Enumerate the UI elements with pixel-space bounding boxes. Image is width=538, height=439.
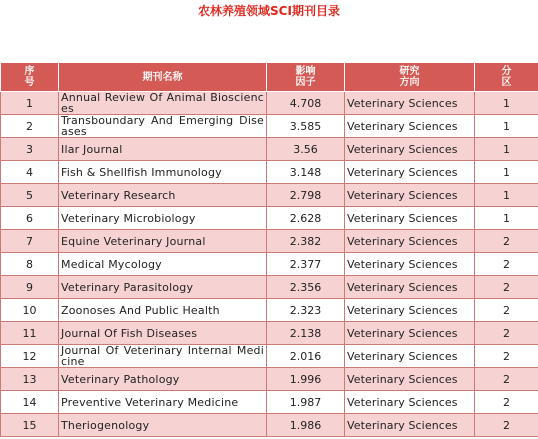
journal-table <box>0 62 538 437</box>
cell-research-direction-text: Veterinary Sciences <box>347 211 458 225</box>
cell-impact-factor: 2.356 <box>267 276 345 299</box>
cell-impact-factor: 2.138 <box>267 322 345 345</box>
cell-no: 12 <box>1 345 59 368</box>
cell-no: 4 <box>1 161 59 184</box>
cell-journal-name-text: Transboundary And Emerging Diseases <box>61 114 264 138</box>
cell-journal-name <box>59 368 267 391</box>
cell-research-direction-text: Veterinary Sciences <box>347 326 458 340</box>
cell-research-direction-text: Veterinary Sciences <box>347 142 458 156</box>
cell-research-direction <box>345 322 475 345</box>
cell-no: 15 <box>1 414 59 437</box>
table-row <box>1 92 538 115</box>
cell-zone: 2 <box>475 368 538 391</box>
cell-zone: 1 <box>475 138 538 161</box>
table-row <box>1 138 538 161</box>
cell-research-direction <box>345 368 475 391</box>
table-row <box>1 345 538 368</box>
cell-journal-name <box>59 138 267 161</box>
cell-journal-name-text: Medical Mycology <box>61 257 162 271</box>
cell-no: 9 <box>1 276 59 299</box>
cell-journal-name <box>59 345 267 368</box>
table-body <box>1 92 538 437</box>
table-row <box>1 253 538 276</box>
cell-no: 10 <box>1 299 59 322</box>
cell-impact-factor: 4.708 <box>267 92 345 115</box>
cell-no: 3 <box>1 138 59 161</box>
column-header-no: 序号 <box>1 63 59 92</box>
cell-journal-name <box>59 276 267 299</box>
cell-journal-name <box>59 391 267 414</box>
table-row <box>1 184 538 207</box>
cell-journal-name <box>59 253 267 276</box>
cell-impact-factor: 1.996 <box>267 368 345 391</box>
cell-journal-name-text: Veterinary Parasitology <box>61 280 194 294</box>
cell-journal-name-text: Zoonoses And Public Health <box>61 303 220 317</box>
cell-zone: 2 <box>475 322 538 345</box>
cell-journal-name <box>59 207 267 230</box>
cell-journal-name <box>59 414 267 437</box>
cell-journal-name-text: Journal Of Fish Diseases <box>61 326 198 340</box>
cell-zone: 2 <box>475 230 538 253</box>
cell-no: 6 <box>1 207 59 230</box>
cell-impact-factor: 2.016 <box>267 345 345 368</box>
cell-no: 14 <box>1 391 59 414</box>
cell-journal-name <box>59 115 267 138</box>
table-row <box>1 207 538 230</box>
cell-impact-factor: 1.987 <box>267 391 345 414</box>
cell-impact-factor: 2.798 <box>267 184 345 207</box>
cell-journal-name <box>59 161 267 184</box>
table-row <box>1 391 538 414</box>
column-header-direction: 研究方向 <box>345 63 475 92</box>
cell-journal-name <box>59 322 267 345</box>
cell-research-direction-text: Veterinary Sciences <box>347 96 458 110</box>
table-header-row <box>1 63 538 92</box>
cell-zone: 2 <box>475 253 538 276</box>
cell-research-direction <box>345 414 475 437</box>
cell-impact-factor: 2.323 <box>267 299 345 322</box>
cell-impact-factor: 3.148 <box>267 161 345 184</box>
table-row <box>1 414 538 437</box>
cell-zone: 2 <box>475 299 538 322</box>
cell-zone: 2 <box>475 276 538 299</box>
cell-journal-name-text: Annual Review Of Animal Biosciences <box>61 91 264 115</box>
cell-journal-name-text: Journal Of Veterinary Internal Medicine <box>61 344 264 368</box>
cell-research-direction <box>345 115 475 138</box>
cell-no: 13 <box>1 368 59 391</box>
table-row <box>1 368 538 391</box>
cell-research-direction-text: Veterinary Sciences <box>347 188 458 202</box>
cell-zone: 1 <box>475 161 538 184</box>
cell-research-direction-text: Veterinary Sciences <box>347 395 458 409</box>
table-row <box>1 230 538 253</box>
cell-research-direction-text: Veterinary Sciences <box>347 372 458 386</box>
table-row <box>1 276 538 299</box>
cell-no: 11 <box>1 322 59 345</box>
cell-research-direction <box>345 92 475 115</box>
cell-journal-name-text: Theriogenology <box>61 418 150 432</box>
cell-impact-factor: 2.628 <box>267 207 345 230</box>
cell-zone: 1 <box>475 184 538 207</box>
cell-zone: 2 <box>475 414 538 437</box>
cell-research-direction-text: Veterinary Sciences <box>347 257 458 271</box>
cell-research-direction-text: Veterinary Sciences <box>347 280 458 294</box>
cell-zone: 1 <box>475 92 538 115</box>
cell-journal-name-text: Ilar Journal <box>61 142 123 156</box>
cell-research-direction <box>345 184 475 207</box>
cell-research-direction <box>345 161 475 184</box>
cell-research-direction-text: Veterinary Sciences <box>347 119 458 133</box>
cell-no: 5 <box>1 184 59 207</box>
cell-research-direction-text: Veterinary Sciences <box>347 234 458 248</box>
column-header-zone: 分区 <box>475 63 538 92</box>
table-row <box>1 115 538 138</box>
cell-research-direction <box>345 299 475 322</box>
cell-impact-factor: 2.377 <box>267 253 345 276</box>
cell-journal-name-text: Veterinary Microbiology <box>61 211 196 225</box>
cell-research-direction <box>345 207 475 230</box>
cell-impact-factor: 1.986 <box>267 414 345 437</box>
cell-research-direction-text: Veterinary Sciences <box>347 165 458 179</box>
cell-impact-factor: 2.382 <box>267 230 345 253</box>
cell-no: 8 <box>1 253 59 276</box>
cell-no: 7 <box>1 230 59 253</box>
column-header-impact: 影响因子 <box>267 63 345 92</box>
cell-research-direction <box>345 345 475 368</box>
cell-journal-name-text: Preventive Veterinary Medicine <box>61 395 239 409</box>
cell-zone: 2 <box>475 391 538 414</box>
cell-impact-factor: 3.56 <box>267 138 345 161</box>
cell-research-direction <box>345 391 475 414</box>
cell-research-direction <box>345 253 475 276</box>
cell-journal-name-text: Fish & Shellfish Immunology <box>61 165 222 179</box>
table-row <box>1 299 538 322</box>
cell-no: 2 <box>1 115 59 138</box>
cell-research-direction <box>345 230 475 253</box>
cell-no: 1 <box>1 92 59 115</box>
cell-research-direction-text: Veterinary Sciences <box>347 349 458 363</box>
cell-research-direction-text: Veterinary Sciences <box>347 418 458 432</box>
cell-zone: 2 <box>475 345 538 368</box>
cell-journal-name <box>59 92 267 115</box>
table-row <box>1 161 538 184</box>
cell-journal-name <box>59 184 267 207</box>
cell-journal-name-text: Veterinary Research <box>61 188 176 202</box>
cell-research-direction <box>345 138 475 161</box>
cell-journal-name-text: Equine Veterinary Journal <box>61 234 206 248</box>
cell-journal-name <box>59 230 267 253</box>
cell-research-direction <box>345 276 475 299</box>
page-title: 农林养殖领域SCI期刊目录 <box>198 4 340 18</box>
cell-journal-name <box>59 299 267 322</box>
table-row <box>1 322 538 345</box>
cell-journal-name-text: Veterinary Pathology <box>61 372 180 386</box>
cell-impact-factor: 3.585 <box>267 115 345 138</box>
cell-zone: 1 <box>475 207 538 230</box>
cell-zone: 1 <box>475 115 538 138</box>
column-header-name: 期刊名称 <box>59 63 267 92</box>
cell-research-direction-text: Veterinary Sciences <box>347 303 458 317</box>
